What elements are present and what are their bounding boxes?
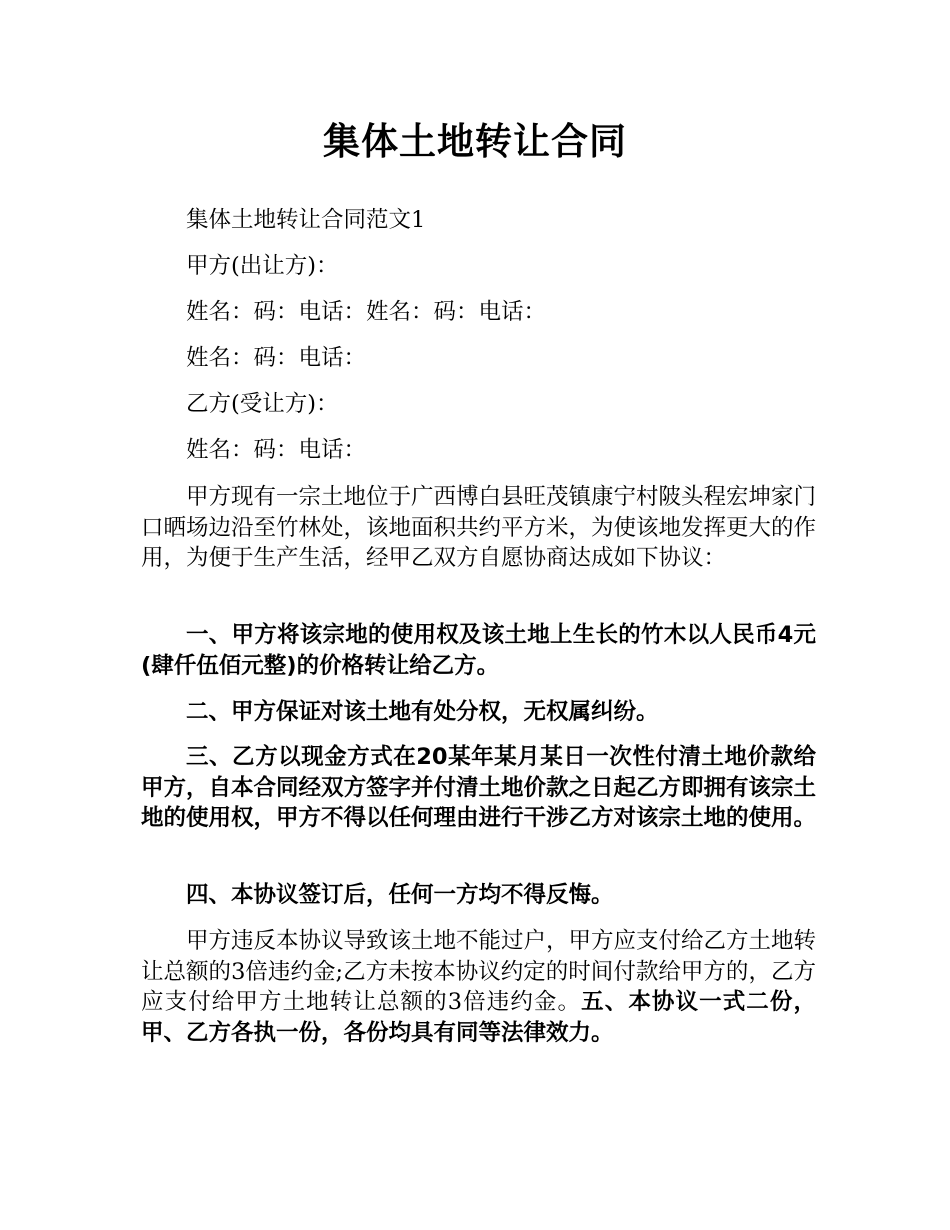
document-title: 集体土地转让合同 xyxy=(323,120,627,163)
document-subtitle: 集体土地转让合同范文1 xyxy=(186,207,426,233)
clause-4: 四、本协议签订后，任何一方均不得反悔。 xyxy=(186,882,614,908)
clause-2: 二、甲方保证对该土地有处分权，无权属纠纷。 xyxy=(186,699,659,725)
breach-paragraph xyxy=(141,926,816,1048)
party-a-heading: 甲方(出让方)： xyxy=(186,253,339,279)
party-b-heading: 乙方(受让方)： xyxy=(186,391,339,417)
clause-5: 五、本协议一式二份，甲、乙方各执一份，各份均具有同等法律效力。 xyxy=(141,989,816,1046)
clause-1: 一、甲方将该宗地的使用权及该土地上生长的竹木以人民币4元(肆仟伍佰元整)的价格转让给乙方。 xyxy=(141,622,816,679)
party-b-contact-line: 姓名：码：电话： xyxy=(186,437,367,463)
clause-3: 三、乙方以现金方式在20某年某月某日一次性付清土地价款给甲方，自本合同经双方签字并付清土地价款之日起乙方即拥有该宗土地的使用权，甲方不得以任何理由进行干涉乙方对该宗土地的使用。 xyxy=(141,744,817,831)
breach-text: 甲方违反本协议导致该土地不能过户，甲方应支付给乙方土地转让总额的3倍违约金;乙方未按本协议约定的时间付款给甲方的，乙方应支付给甲方土地转让总额的3倍违约金。 xyxy=(141,928,817,1015)
intro-paragraph: 甲方现有一宗土地位于广西博白县旺茂镇康宁村陂头程宏坤家门口晒场边沿至竹林处，该地面积共约平方米，为使该地发挥更大的作用，为便于生产生活，经甲乙双方自愿协商达成如下协议： xyxy=(141,484,817,571)
party-a-contact-line-1: 姓名：码：电话：姓名：码：电话： xyxy=(186,299,547,325)
party-a-contact-line-2: 姓名：码：电话： xyxy=(186,345,367,371)
